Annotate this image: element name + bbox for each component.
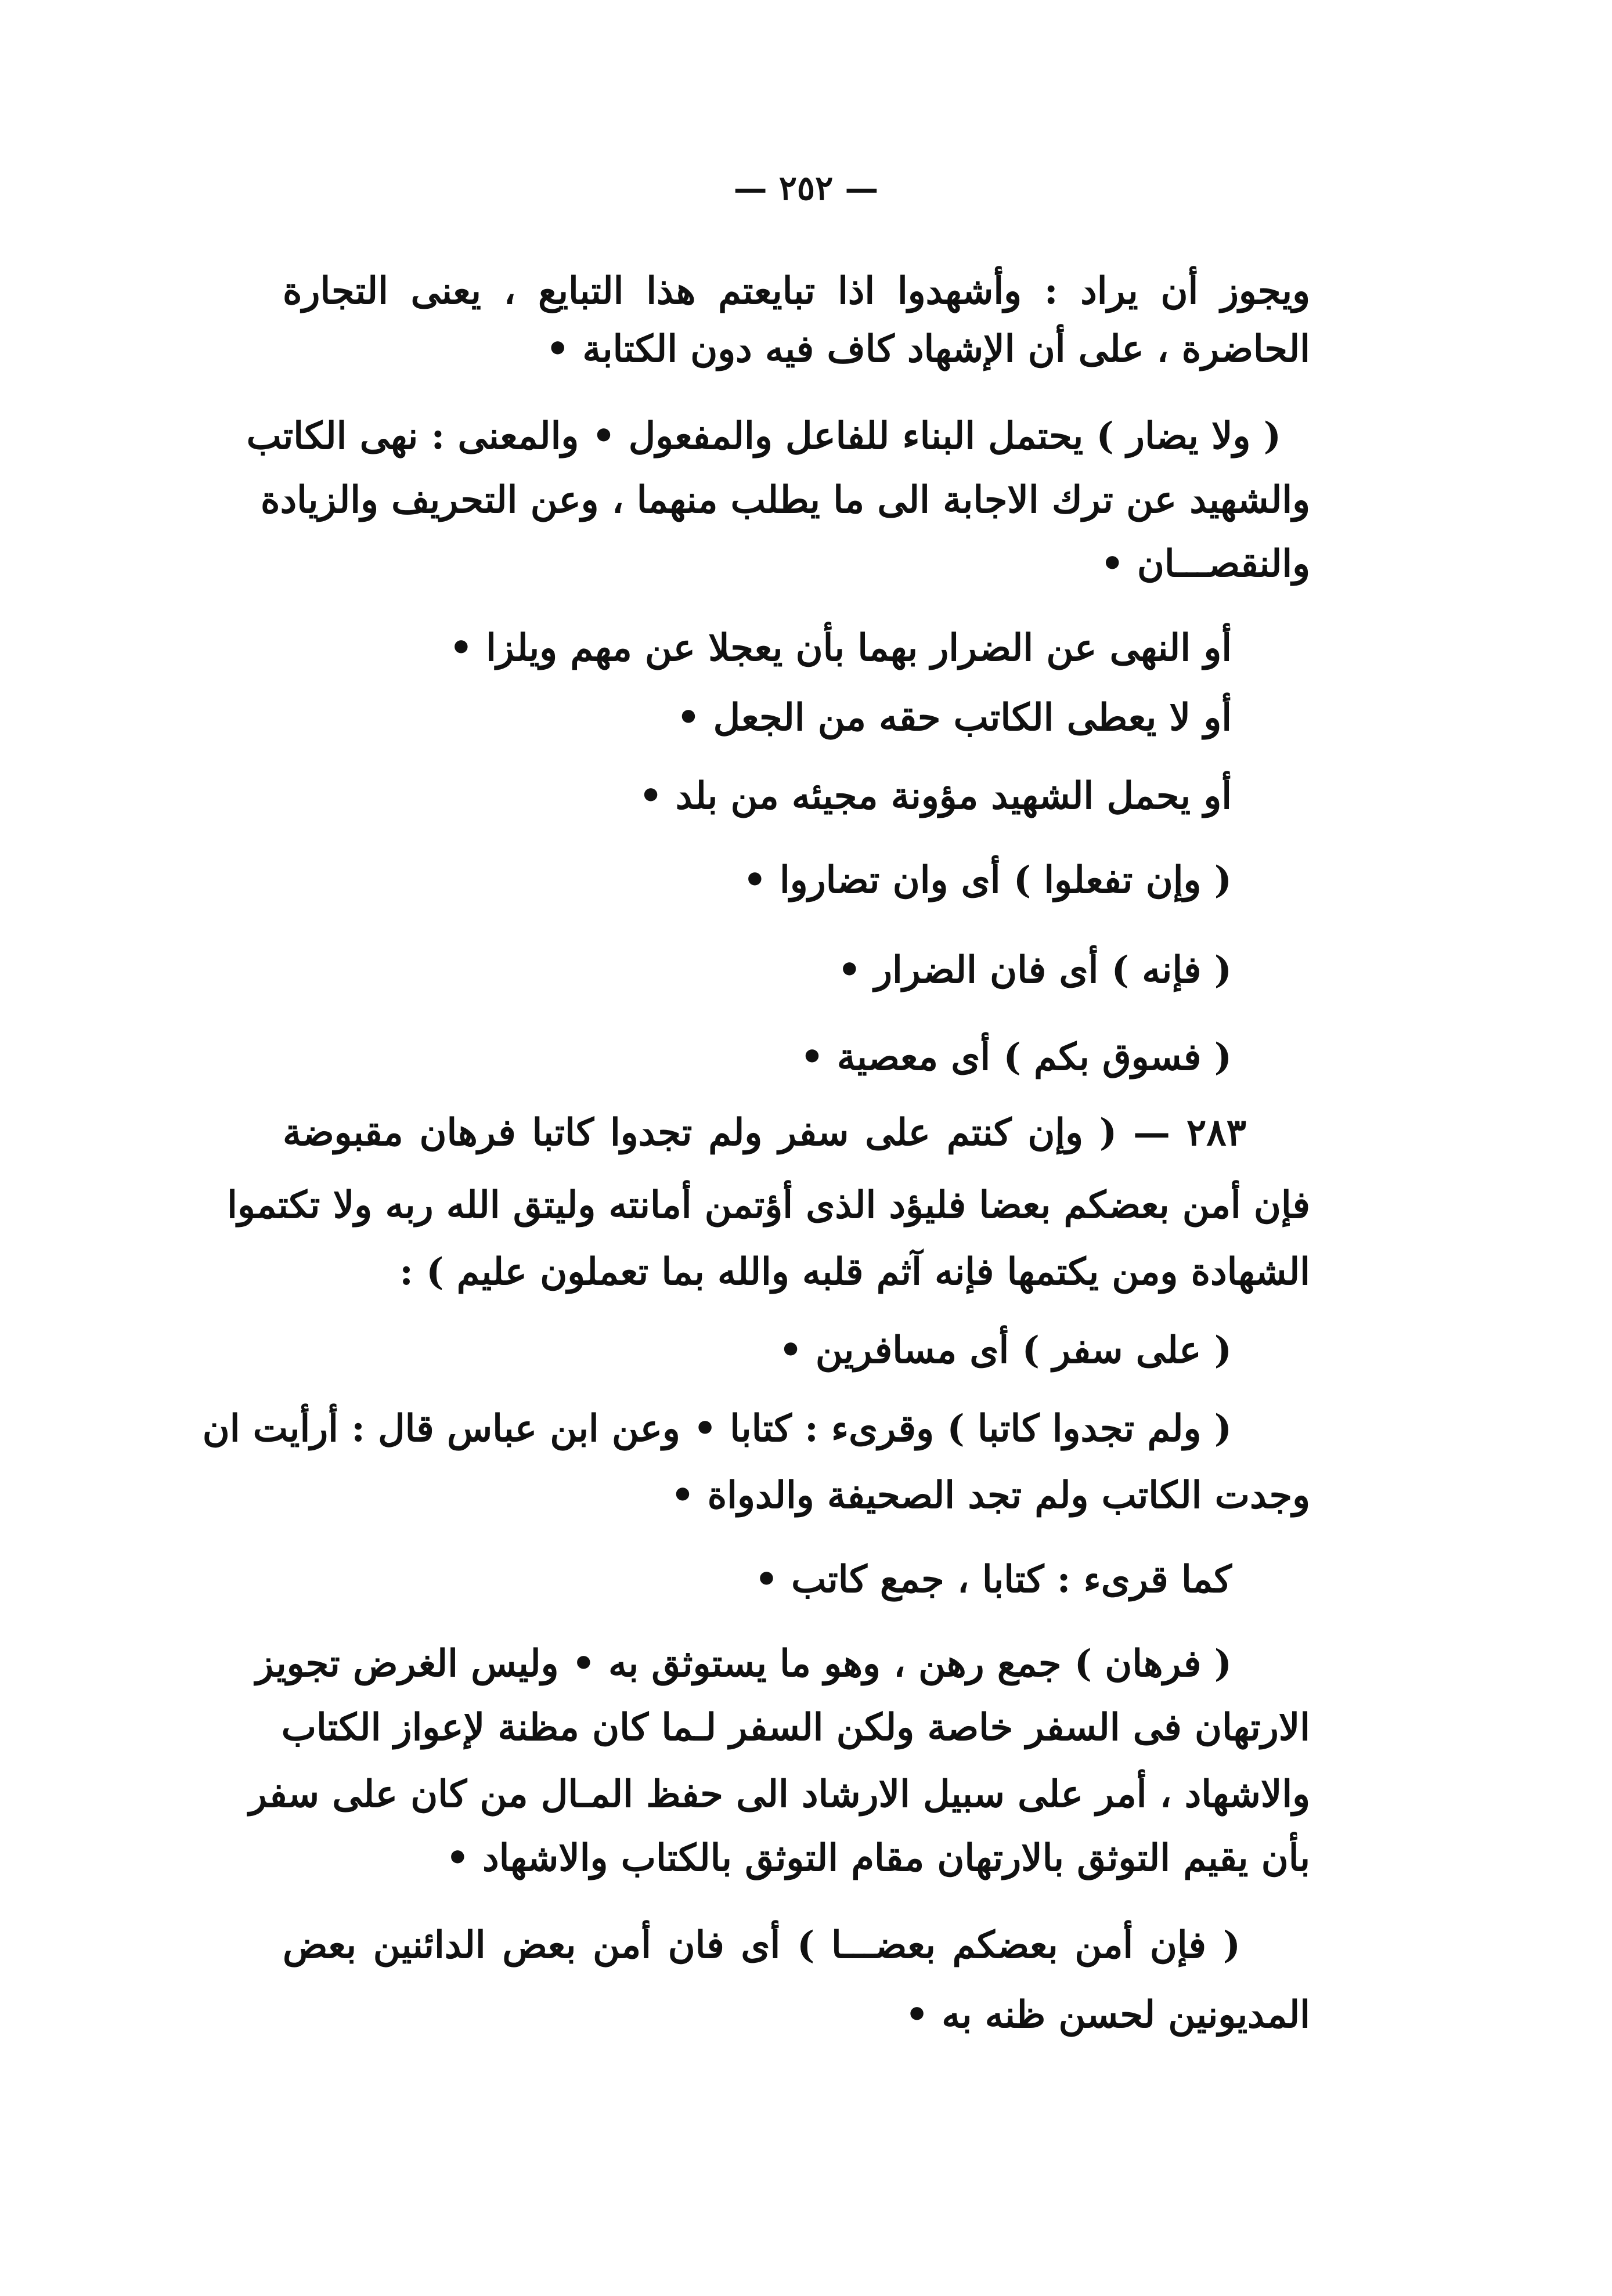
text-line: ( فرهان ) جمع رهن ، وهو ما يستوثق به • وليس الغرض تجويز [255, 1642, 1232, 1685]
page-number: — ٢٥٢ — [733, 168, 879, 208]
text-line: أو يحمل الشهيد مؤونة مجيئه من بلد • [639, 774, 1232, 818]
text-line: ( فإن أمن بعضكم بعضـــا ) أى فان أمن بعض الدائنين بعض [283, 1923, 1241, 1967]
text-line: فإن أمن بعضكم بعضا فليؤد الذى أؤتمن أمانته وليتق الله ربه ولا تكتموا [227, 1183, 1310, 1227]
text-line: الارتهان فى السفر خاصة ولكن السفر لـما كان مظنة لإعواز الكتاب [281, 1706, 1310, 1749]
text-line: ( وإن تفعلوا ) أى وان تضاروا • [742, 858, 1232, 902]
text-line: الشهادة ومن يكتمها فإنه آثم قلبه والله بما تعملون عليم ) : [399, 1250, 1310, 1294]
text-line: والشهيد عن ترك الاجابة الى ما يطلب منهما ، وعن التحريف والزيادة [261, 478, 1310, 522]
text-line: ( فسوق بكم ) أى معصية • [800, 1035, 1232, 1079]
text-line: الحاضرة ، على أن الإشهاد كاف فيه دون الكتابة • [546, 327, 1310, 371]
text-line: ( فإنه ) أى فان الضرار • [837, 948, 1232, 992]
text-line: ٢٨٣ — ( وإن كنتم على سفر ولم تجدوا كاتبا فرهان مقبوضة [283, 1111, 1246, 1154]
text-line: المديونين لحسن ظنه به • [905, 1993, 1310, 2037]
text-line: والاشهاد ، أمر على سبيل الارشاد الى حفظ المـال من كان على سفر [248, 1772, 1310, 1816]
text-line: ( على سفر ) أى مسافرين • [778, 1328, 1232, 1372]
text-line: ( ولم تجدوا كاتبا ) وقرىء : كتابا • وعن ابن عباس قال : أرأيت ان [202, 1407, 1232, 1450]
text-line: أو النهى عن الضرار بهما بأن يعجلا عن مهم ويلزا • [449, 626, 1232, 670]
text-line: بأن يقيم التوثق بالارتهان مقام التوثق بالكتاب والاشهاد • [445, 1836, 1310, 1880]
text-line: ويجوز أن يراد : وأشهدوا اذا تبايعتم هذا التبايع ، يعنى التجارة [283, 269, 1310, 313]
text-line: كما قرىء : كتابا ، جمع كاتب • [754, 1558, 1232, 1601]
text-line: ( ولا يضار ) يحتمل البناء للفاعل والمفعول • والمعنى : نهى الكاتب [246, 414, 1281, 458]
text-line: أو لا يعطى الكاتب حقه من الجعل • [676, 696, 1232, 739]
text-line: وجدت الكاتب ولم تجد الصحيفة والدواة • [670, 1474, 1310, 1517]
text-line: والنقصـــان • [1100, 542, 1310, 586]
